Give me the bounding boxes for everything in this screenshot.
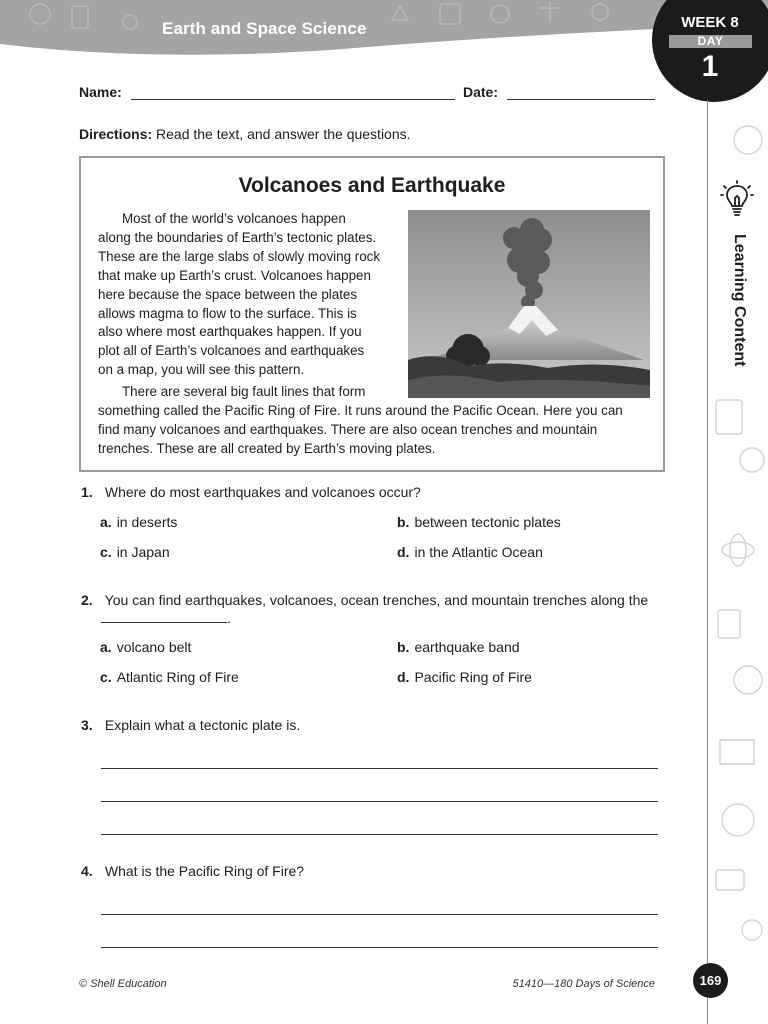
q2-option-b[interactable] [397,639,520,655]
subject-title: Earth and Space Science [162,19,367,38]
q2-option-c[interactable] [100,669,239,685]
question-number: 1. [81,484,93,500]
date-field[interactable] [507,99,655,100]
option-text: in the Atlantic Ocean [414,544,543,560]
answer-line[interactable] [101,801,658,802]
section-label-text: Learning Content [731,234,748,367]
question-text: You can find earthquakes, volcanoes, ocean trenches, and mountain trenches along the [104,592,649,608]
passage-line: here because the space between the plates [98,286,358,302]
fill-in-blank [81,610,661,626]
passage-line: There are several big fault lines that form [122,384,366,399]
question-2 [81,592,661,626]
q1-option-c[interactable] [100,544,170,560]
q1-option-b[interactable] [397,514,561,530]
week-label: WEEK 8 [681,14,739,31]
passage-line: something called the Pacific Ring of Fire. It runs around the Pacific Ocean. Here you can [98,402,623,418]
reading-passage [79,156,665,472]
option-text: in Japan [116,544,170,560]
option-letter: c. [100,544,112,560]
passage-line: on a map, you will see this pattern. [98,362,305,378]
lightbulb-icon [720,180,754,220]
question-text: What is the Pacific Ring of Fire? [104,863,305,879]
footer-publisher: © Shell Education [79,978,167,990]
day-label: DAY [697,34,724,48]
answer-line[interactable] [101,947,658,948]
name-label: Name: [79,84,122,100]
question-text: Explain what a tectonic plate is. [104,717,301,733]
option-text: between tectonic plates [414,514,561,530]
passage-line: trenches. These are all created by Earth’s moving plates. [98,440,436,456]
name-field[interactable] [131,99,455,100]
q1-option-a[interactable] [100,514,177,530]
passage-line: find many volcanoes and earthquakes. There are also ocean trenches and mountain [98,421,598,437]
passage-line: along the boundaries of Earth’s tectonic plates. [98,229,377,245]
option-letter: b. [397,514,410,530]
volcano-photo [408,210,650,398]
question-text: Where do most earthquakes and volcanoes occur? [104,484,421,500]
answer-line[interactable] [101,768,658,769]
question-number: 4. [81,863,93,879]
option-text: in deserts [116,514,178,530]
question-1 [81,484,421,500]
date-label: Date: [463,84,499,100]
option-letter: a. [100,514,112,530]
day-number: 1 [701,50,719,83]
passage-paragraph-1 [98,210,384,380]
q2-option-d[interactable] [397,669,532,685]
blank-line[interactable] [101,613,227,623]
answer-line[interactable] [101,914,658,915]
directions-text: Read the text, and answer the questions. [156,126,411,142]
passage-line: also where most earthquakes happen. If you [98,324,362,340]
q1-option-d[interactable] [397,544,543,560]
option-text: Atlantic Ring of Fire [116,669,239,685]
passage-line: that make up Earth’s crust. Volcanoes happen [98,267,371,283]
blank-suffix: . [227,610,231,626]
question-number: 3. [81,717,93,733]
option-text: volcano belt [116,639,192,655]
option-letter: b. [397,639,410,655]
section-label [716,232,762,394]
q2-option-a[interactable] [100,639,191,655]
question-number: 2. [81,592,93,608]
option-letter: c. [100,669,112,685]
passage-line: plot all of Earth’s volcanoes and earthquakes [98,343,365,359]
option-letter: d. [397,669,410,685]
option-text: Pacific Ring of Fire [414,669,532,685]
directions-label: Directions: [79,126,153,142]
page-number: 169 [693,963,728,998]
name-date-row [79,84,659,104]
passage-paragraph-2 [98,383,654,459]
directions [79,126,411,142]
option-letter: d. [397,544,410,560]
question-4 [81,863,304,879]
passage-line: Most of the world’s volcanoes happen [122,211,346,226]
question-3 [81,717,300,733]
footer-book-title: 51410—180 Days of Science [512,978,655,990]
passage-line: These are the large slabs of slowly moving rock [98,248,381,264]
option-text: earthquake band [414,639,520,655]
passage-title: Volcanoes and Earthquake [238,174,506,197]
answer-line[interactable] [101,834,658,835]
option-letter: a. [100,639,112,655]
passage-line: allows magma to flow to the surface. This is [98,305,357,321]
